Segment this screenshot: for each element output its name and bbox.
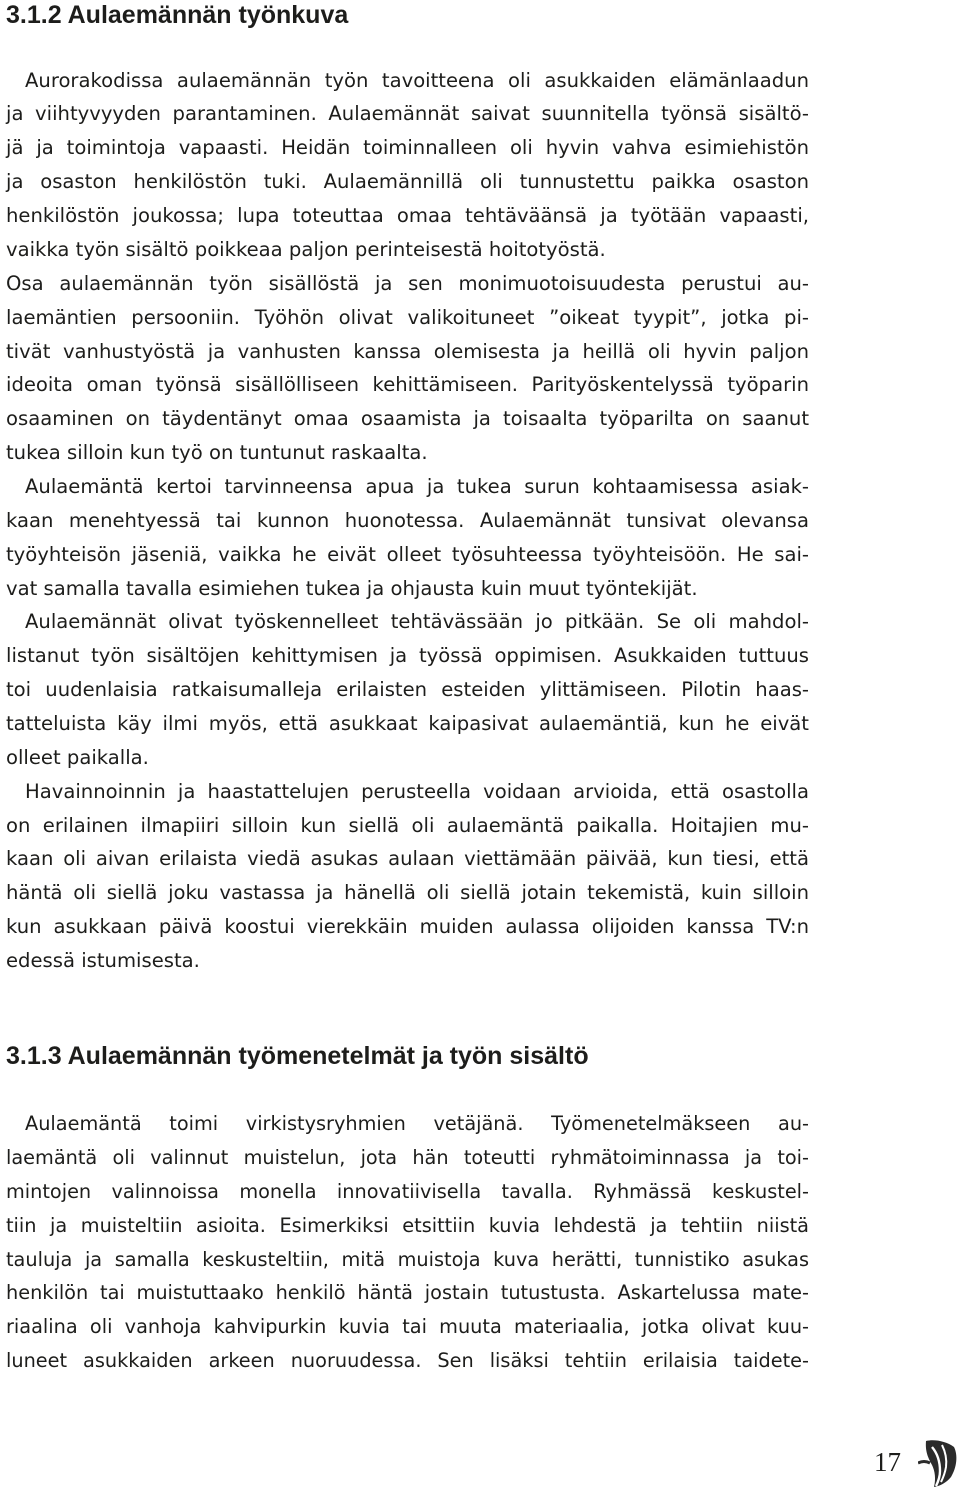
paragraph-line: ja osaston henkilöstön tuki. Aulaemännillä oli tunnustettu paikka osaston [6, 170, 809, 193]
paragraph-line: on erilainen ilmapiiri silloin kun siellä oli aulaemäntä paikalla. Hoitajien mu- [6, 814, 809, 837]
paragraph-line: laemäntä oli valinnut muistelun, jota hän toteutti ryhmätoiminnassa ja toi- [6, 1146, 809, 1169]
paragraph-line: kun asukkaan päivä koostui vierekkäin muiden aulassa olijoiden kanssa TV:n [6, 915, 809, 938]
paragraph-line: tiin ja muisteltiin asioita. Esimerkiksi etsittiin kuvia lehdestä ja tehtiin niistä [6, 1214, 809, 1237]
paragraph-line: jä ja toimintoja vapaasti. Heidän toiminnalleen oli hyvin vahva esimiehistön [6, 136, 809, 159]
paragraph-line: Osa aulaemännän työn sisällöstä ja sen monimuotoisuudesta perustui au- [6, 272, 809, 295]
paragraph-line: Aulaemännät olivat työskennelleet tehtävässään jo pitkään. Se oli mahdol- [25, 610, 809, 633]
paragraph-line: tatteluista käy ilmi myös, että asukkaat kaipasivat aulaemäntiä, kun he eivät [6, 712, 809, 735]
paragraph-line: riaalina oli vanhoja kahvipurkin kuvia tai muuta materiaalia, jotka olivat kuu- [6, 1315, 809, 1338]
paragraph-line: vat samalla tavalla esimiehen tukea ja ohjausta kuin muut työntekijät. [6, 577, 698, 600]
paragraph-line: laemäntien persooniin. Työhön olivat valikoituneet ”oikeat tyypit”, jotka pi- [6, 306, 809, 329]
paragraph-line: ideoita oman työnsä sisällölliseen kehittämiseen. Parityöskentelyssä työparin [6, 373, 809, 396]
paragraph-line: osaaminen on täydentänyt omaa osaamista ja toisaalta työparilta on saanut [6, 407, 809, 430]
paragraph-line: toi uudenlaisia ratkaisumalleja erilaisten esteiden ylittämiseen. Pilotin haas- [6, 678, 809, 701]
paragraph-line: olleet paikalla. [6, 746, 149, 769]
paragraph-line: Aulaemäntä kertoi tarvinneensa apua ja tukea surun kohtaamisessa asiak- [25, 475, 809, 498]
paragraph-line: kaan menehtyessä tai kunnon huonotessa. Aulaemännät tunsivat olevansa [6, 509, 809, 532]
paragraph-line: kaan oli aivan erilaista viedä asukas aulaan viettämään päivää, kun tiesi, että [6, 847, 809, 870]
paragraph-line: listanut työn sisältöjen kehittymisen ja työssä oppimisen. Asukkaiden tuttuus [6, 644, 809, 667]
paragraph-line: ja viihtyvyyden parantaminen. Aulaemännät saivat suunnitella työnsä sisältö- [6, 102, 809, 125]
paragraph-line: Aulaemäntä toimi virkistysryhmien vetäjänä. Työmenetelmäkseen au- [25, 1112, 809, 1135]
section-heading-tyomenetelmat: 3.1.3 Aulaemännän työmenetelmät ja työn sisältö [6, 1042, 589, 1070]
paragraph-line: Aurorakodissa aulaemännän työn tavoitteena oli asukkaiden elämänlaadun [25, 69, 809, 92]
paragraph-line: mintojen valinnoissa monella innovatiivisella tavalla. Ryhmässä keskustel- [6, 1180, 809, 1203]
paragraph-line: Havainnoinnin ja haastattelujen perusteella voidaan arvioida, että osastolla [25, 780, 809, 803]
page-number: 17 [874, 1447, 901, 1477]
paragraph-line: tauluja ja samalla keskusteltiin, mitä muistoja kuva herätti, tunnistiko asukas [6, 1248, 809, 1271]
paragraph-line: henkilön tai muistuttaako henkilö häntä jostain tutustusta. Askartelussa mate- [6, 1281, 809, 1304]
section-heading-tyonkuva: 3.1.2 Aulaemännän työnkuva [6, 1, 349, 29]
paragraph-line: luneet asukkaiden arkeen nuoruudessa. Sen lisäksi tehtiin erilaisia taidete- [6, 1349, 809, 1372]
paragraph-line: edessä istumisesta. [6, 949, 200, 972]
paragraph-line: työyhteisön jäseniä, vaikka he eivät olleet työsuhteessa työyhteisöön. He sai- [6, 543, 809, 566]
paragraph-line: tivät vanhustyöstä ja vanhusten kanssa olemisesta ja heillä oli hyvin paljon [6, 340, 809, 363]
paragraph-line: tukea silloin kun työ on tuntunut raskaalta. [6, 441, 428, 464]
paragraph-line: henkilöstön joukossa; lupa toteuttaa omaa tehtäväänsä ja työtään vapaasti, [6, 204, 809, 227]
paragraph-line: vaikka työn sisältö poikkeaa paljon perinteisestä hoitotyöstä. [6, 238, 606, 261]
paragraph-line: häntä oli siellä joku vastassa ja hänellä oli siellä jotain tekemistä, kuin silloin [6, 881, 809, 904]
stylized-leaf-logo-icon [918, 1437, 960, 1487]
